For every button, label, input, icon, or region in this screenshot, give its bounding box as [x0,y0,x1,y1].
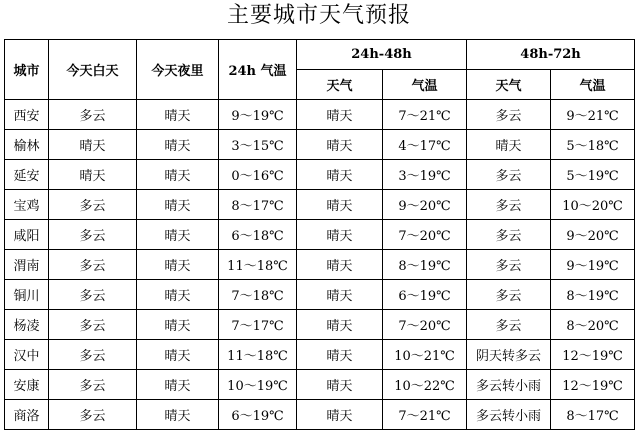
cell-temp-24h: 7～18℃ [219,280,297,310]
cell-today-night: 晴天 [137,370,219,400]
cell-weather-48h: 晴天 [297,280,383,310]
cell-temp-48h: 4～17℃ [383,130,467,160]
cell-weather-48h: 晴天 [297,340,383,370]
cell-city: 杨凌 [5,310,49,340]
cell-temp-72h: 12～19℃ [551,340,635,370]
cell-city: 榆林 [5,130,49,160]
cell-weather-72h: 多云 [467,310,551,340]
cell-weather-48h: 晴天 [297,400,383,430]
table-row [5,250,635,280]
cell-today-day: 多云 [49,250,137,280]
cell-temp-24h: 11～18℃ [219,250,297,280]
cell-temp-24h: 3～15℃ [219,130,297,160]
cell-temp-72h: 10～20℃ [551,190,635,220]
table-row [5,130,635,160]
cell-temp-24h: 0～16℃ [219,160,297,190]
cell-temp-24h: 8～17℃ [219,190,297,220]
cell-temp-72h: 5～18℃ [551,130,635,160]
cell-temp-72h: 5～19℃ [551,160,635,190]
cell-temp-72h: 8～20℃ [551,310,635,340]
page-title: 主要城市天气预报 [226,3,411,28]
cell-city: 西安 [5,100,49,130]
cell-city: 渭南 [5,250,49,280]
cell-weather-48h: 晴天 [297,310,383,340]
cell-weather-72h: 多云 [467,100,551,130]
cell-temp-24h: 9～19℃ [219,100,297,130]
header-city: 城市 [5,40,49,100]
table-row [5,220,635,250]
cell-temp-48h: 9～20℃ [383,190,467,220]
cell-temp-48h: 7～21℃ [383,100,467,130]
cell-today-day: 多云 [49,370,137,400]
cell-temp-72h: 9～20℃ [551,220,635,250]
cell-temp-48h: 8～19℃ [383,250,467,280]
cell-city: 延安 [5,160,49,190]
cell-today-night: 晴天 [137,250,219,280]
header-row-1 [5,40,635,70]
table-row [5,340,635,370]
table-row [5,160,635,190]
cell-today-night: 晴天 [137,400,219,430]
cell-city: 安康 [5,370,49,400]
cell-temp-24h: 10～19℃ [219,370,297,400]
table-row [5,400,635,430]
header-group-24-48h: 24h-48h [297,40,467,70]
cell-weather-48h: 晴天 [297,160,383,190]
cell-today-night: 晴天 [137,280,219,310]
header-temp-72h: 气温 [551,70,635,100]
cell-temp-48h: 7～20℃ [383,220,467,250]
cell-weather-48h: 晴天 [297,370,383,400]
cell-temp-72h: 8～17℃ [551,400,635,430]
cell-temp-24h: 7～17℃ [219,310,297,340]
cell-temp-72h: 9～19℃ [551,250,635,280]
table-row [5,280,635,310]
cell-weather-72h: 多云 [467,250,551,280]
cell-city: 商洛 [5,400,49,430]
cell-today-day: 多云 [49,220,137,250]
cell-temp-48h: 6～19℃ [383,280,467,310]
cell-today-day: 多云 [49,280,137,310]
cell-today-day: 多云 [49,310,137,340]
cell-temp-48h: 7～20℃ [383,310,467,340]
cell-temp-48h: 10～22℃ [383,370,467,400]
cell-weather-72h: 多云 [467,160,551,190]
cell-temp-48h: 3～19℃ [383,160,467,190]
cell-temp-48h: 7～21℃ [383,400,467,430]
cell-city: 宝鸡 [5,190,49,220]
cell-today-night: 晴天 [137,190,219,220]
cell-weather-72h: 多云转小雨 [467,370,551,400]
cell-temp-72h: 12～19℃ [551,370,635,400]
cell-today-day: 多云 [49,340,137,370]
cell-weather-48h: 晴天 [297,100,383,130]
cell-weather-72h: 多云转小雨 [467,400,551,430]
cell-temp-72h: 8～19℃ [551,280,635,310]
cell-today-night: 晴天 [137,220,219,250]
table-row [5,310,635,340]
cell-city: 铜川 [5,280,49,310]
cell-today-night: 晴天 [137,130,219,160]
cell-today-day: 多云 [49,100,137,130]
cell-today-day: 晴天 [49,160,137,190]
cell-today-night: 晴天 [137,310,219,340]
forecast-table [4,39,635,430]
cell-today-day: 多云 [49,190,137,220]
cell-city: 咸阳 [5,220,49,250]
header-weather-48h: 天气 [297,70,383,100]
cell-temp-24h: 6～19℃ [219,400,297,430]
cell-temp-24h: 11～18℃ [219,340,297,370]
cell-today-night: 晴天 [137,100,219,130]
header-temp-24h: 24h 气温 [219,40,297,100]
header-temp-48h: 气温 [383,70,467,100]
cell-weather-72h: 多云 [467,220,551,250]
cell-weather-48h: 晴天 [297,130,383,160]
cell-weather-48h: 晴天 [297,190,383,220]
table-row [5,370,635,400]
header-weather-72h: 天气 [467,70,551,100]
cell-today-night: 晴天 [137,340,219,370]
cell-weather-48h: 晴天 [297,220,383,250]
header-group-48-72h: 48h-72h [467,40,635,70]
table-row [5,190,635,220]
header-today-night: 今天夜里 [137,40,219,100]
header-today-day: 今天白天 [49,40,137,100]
cell-today-day: 多云 [49,400,137,430]
cell-weather-72h: 多云 [467,280,551,310]
cell-city: 汉中 [5,340,49,370]
cell-weather-48h: 晴天 [297,250,383,280]
cell-weather-72h: 阴天转多云 [467,340,551,370]
cell-weather-72h: 晴天 [467,130,551,160]
cell-weather-72h: 多云 [467,190,551,220]
table-row [5,100,635,130]
cell-today-night: 晴天 [137,160,219,190]
cell-temp-72h: 9～21℃ [551,100,635,130]
cell-today-day: 晴天 [49,130,137,160]
cell-temp-24h: 6～18℃ [219,220,297,250]
cell-temp-48h: 10～21℃ [383,340,467,370]
